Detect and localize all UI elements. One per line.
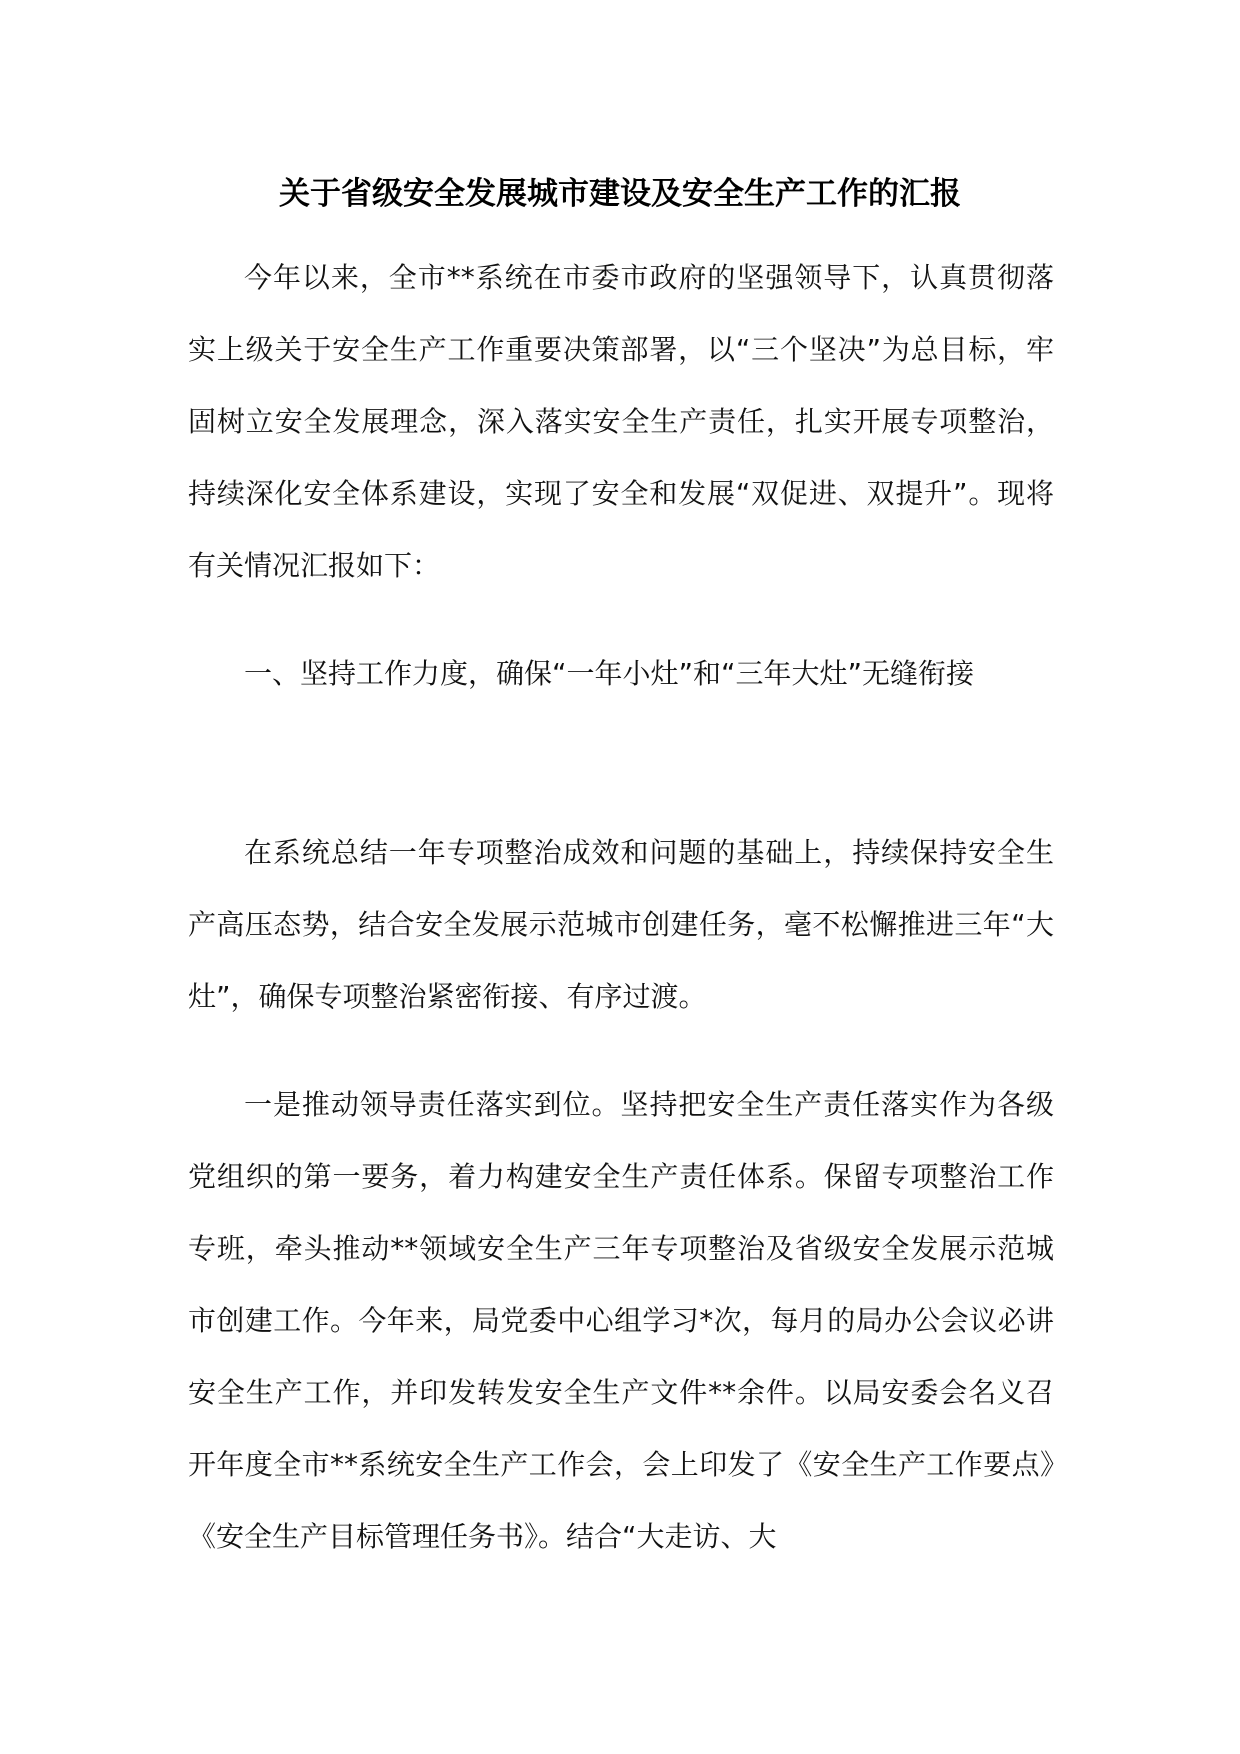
section-heading-1: 一、坚持工作力度，确保“一年小灶”和“三年大灶”无缝衔接 (244, 657, 975, 690)
paragraph-section-1-summary: 在系统总结一年专项整治成效和问题的基础上，持续保持安全生产高压态势，结合安全发展示范城市创建任务，毫不松懈推进三年“大灶”，确保专项整治紧密衔接、有序过渡。 (188, 836, 1054, 1013)
paragraph-leadership-responsibility: 一是推动领导责任落实到位。坚持把安全生产责任落实作为各级党组织的第一要务，着力构建安全生产责任体系。保留专项整治工作专班，牵头推动**领域安全生产三年专项整治及省级安全发展示范城市创建工作。今年来，局党委中心组学习*次，每月的局办公会议必讲安全生产工作，并印发转发安全生产文件**余件。以局安委会名义召开年度全市**系统安全生产工作会，会上印发了《安全生产工作要点》《安全生产目标管理任务书》。结合“大走访、大 (188, 1088, 1054, 1553)
paragraph-intro: 今年以来，全市**系统在市委市政府的坚强领导下，认真贯彻落实上级关于安全生产工作重要决策部署，以“三个坚决”为总目标，牢固树立安全发展理念，深入落实安全生产责任，扎实开展专项整治，持续深化安全体系建设，实现了安全和发展“双促进、双提升”。现将有关情况汇报如下： (188, 261, 1054, 582)
document-title: 关于省级安全发展城市建设及安全生产工作的汇报 (279, 176, 961, 212)
